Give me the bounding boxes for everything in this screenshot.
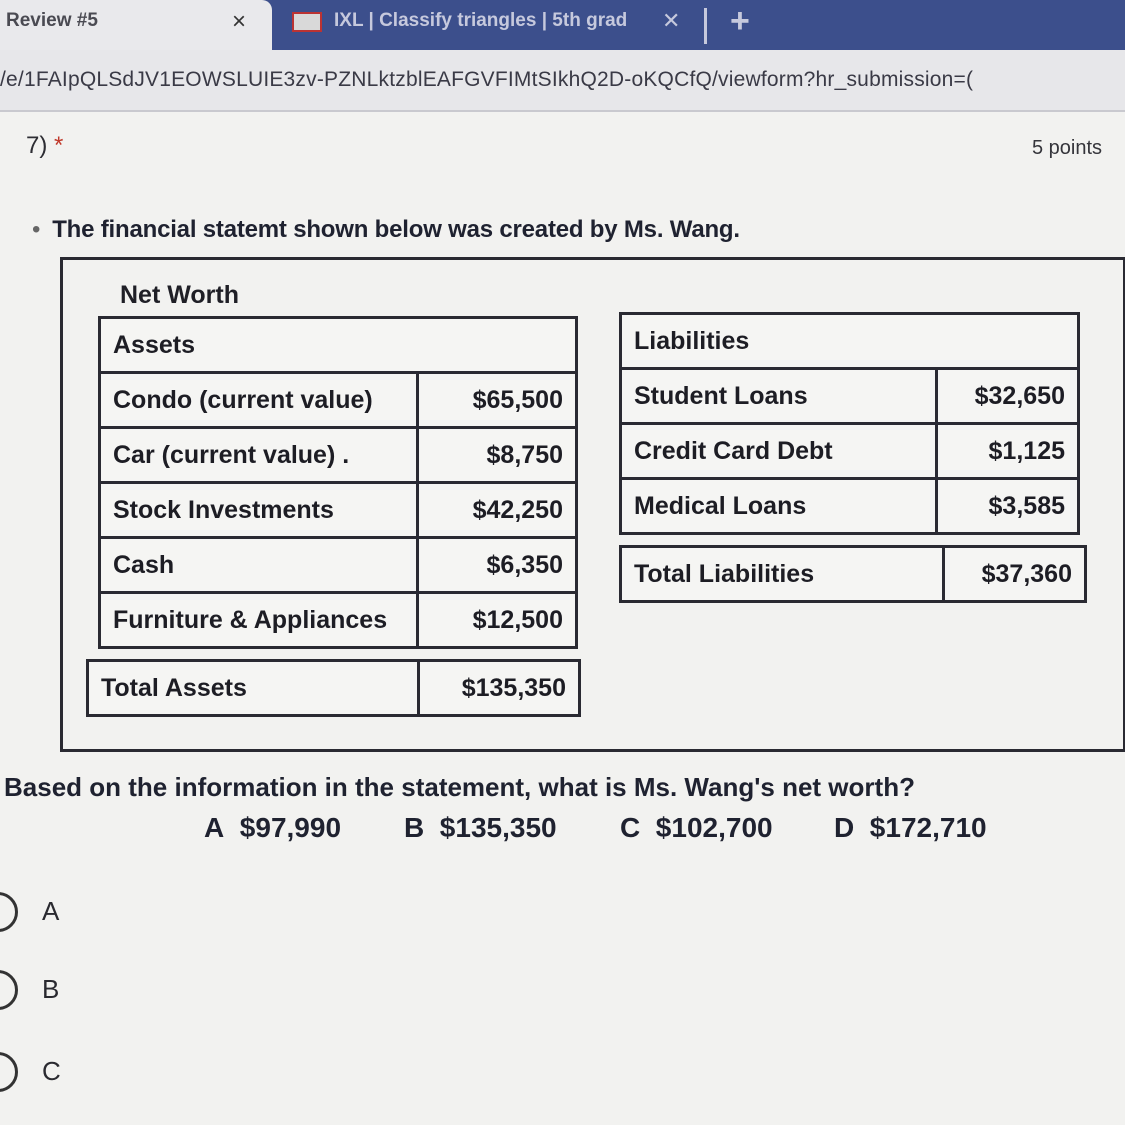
asset-label: Cash — [100, 538, 418, 593]
table-row — [621, 314, 1079, 369]
tab-close-icon[interactable]: × — [232, 8, 247, 35]
radio-option-label: C — [42, 1056, 61, 1086]
choice-value: $172,710 — [869, 812, 987, 843]
url-text[interactable]: /e/1FAIpQLSdJV1EOWSLUIE3zv-PZNLktzblEAFGVFIMtSIkhQ2D-oKQCfQ/viewform?hr_submission=( — [0, 68, 974, 91]
total-liabilities-table — [619, 545, 1087, 603]
liabilities-header: Liabilities — [621, 314, 1079, 369]
points-label: 5 points — [1032, 137, 1103, 159]
liabilities-table — [619, 312, 1080, 535]
printed-choice-d — [834, 812, 987, 844]
printed-choice-a — [204, 812, 341, 844]
choice-letter: B — [404, 812, 425, 843]
assets-table — [98, 316, 578, 649]
table-row — [100, 318, 577, 373]
choice-letter: C — [620, 812, 641, 843]
tab-close-icon[interactable]: ✕ — [662, 8, 681, 33]
radio-option-a[interactable] — [0, 892, 200, 932]
asset-amount: $42,250 — [418, 483, 577, 538]
assets-header: Assets — [100, 318, 577, 373]
browser-tab-bar — [0, 0, 1125, 50]
liability-amount: $3,585 — [937, 479, 1079, 534]
liability-amount: $32,650 — [937, 369, 1079, 424]
choice-letter: D — [834, 812, 855, 843]
required-mark: * — [54, 132, 64, 159]
asset-amount: $8,750 — [418, 428, 577, 483]
asset-amount: $6,350 — [418, 538, 577, 593]
asset-amount: $12,500 — [418, 593, 577, 648]
net-worth-title: Net Worth — [120, 281, 239, 309]
table-row — [88, 661, 580, 716]
table-row — [100, 483, 577, 538]
radio-option-b[interactable] — [0, 970, 200, 1010]
liability-label: Student Loans — [621, 369, 937, 424]
liability-label: Medical Loans — [621, 479, 937, 534]
choice-letter: A — [204, 812, 225, 843]
total-liabilities-label: Total Liabilities — [621, 547, 944, 602]
radio-button[interactable] — [0, 892, 18, 932]
choice-value: $135,350 — [439, 812, 557, 843]
address-bar[interactable] — [0, 50, 1125, 112]
question-prompt — [32, 216, 740, 244]
ixl-favicon-icon — [292, 12, 322, 32]
asset-label: Car (current value) . — [100, 428, 418, 483]
radio-option-label: A — [42, 896, 60, 926]
printed-choice-c — [620, 812, 773, 844]
printed-choice-b — [404, 812, 557, 844]
table-row — [621, 479, 1079, 534]
tab-review-5[interactable] — [0, 0, 272, 50]
asset-label: Furniture & Appliances — [100, 593, 418, 648]
total-assets-amount: $135,350 — [419, 661, 580, 716]
table-row — [100, 593, 577, 648]
choice-value: $97,990 — [239, 812, 342, 843]
table-row — [621, 369, 1079, 424]
table-row — [621, 424, 1079, 479]
tab-title: IXL | Classify triangles | 5th grad — [334, 10, 628, 31]
tab-title: Review #5 — [6, 10, 98, 31]
total-liabilities-amount: $37,360 — [944, 547, 1086, 602]
total-assets-table — [86, 659, 581, 717]
radio-button[interactable] — [0, 970, 18, 1010]
tab-ixl[interactable] — [282, 0, 702, 50]
tab-separator — [704, 8, 707, 44]
asset-amount: $65,500 — [418, 373, 577, 428]
new-tab-plus-icon[interactable]: + — [730, 2, 750, 40]
choice-value: $102,700 — [655, 812, 773, 843]
question-number-text: 7) — [26, 132, 48, 159]
liability-label: Credit Card Debt — [621, 424, 937, 479]
question-number — [26, 132, 63, 160]
printed-choices — [204, 812, 1024, 852]
question-text: Based on the information in the statement, what is Ms. Wang's net worth? — [4, 772, 915, 802]
table-row — [621, 547, 1086, 602]
radio-option-label: B — [42, 974, 60, 1004]
radio-option-c[interactable] — [0, 1052, 200, 1092]
asset-label: Stock Investments — [100, 483, 418, 538]
radio-button[interactable] — [0, 1052, 18, 1092]
table-row — [100, 373, 577, 428]
asset-label: Condo (current value) — [100, 373, 418, 428]
bullet-icon: • — [32, 216, 41, 243]
total-assets-label: Total Assets — [88, 661, 419, 716]
liability-amount: $1,125 — [937, 424, 1079, 479]
prompt-text: The financial statemt shown below was created by Ms. Wang. — [52, 216, 740, 243]
table-row — [100, 538, 577, 593]
table-row — [100, 428, 577, 483]
